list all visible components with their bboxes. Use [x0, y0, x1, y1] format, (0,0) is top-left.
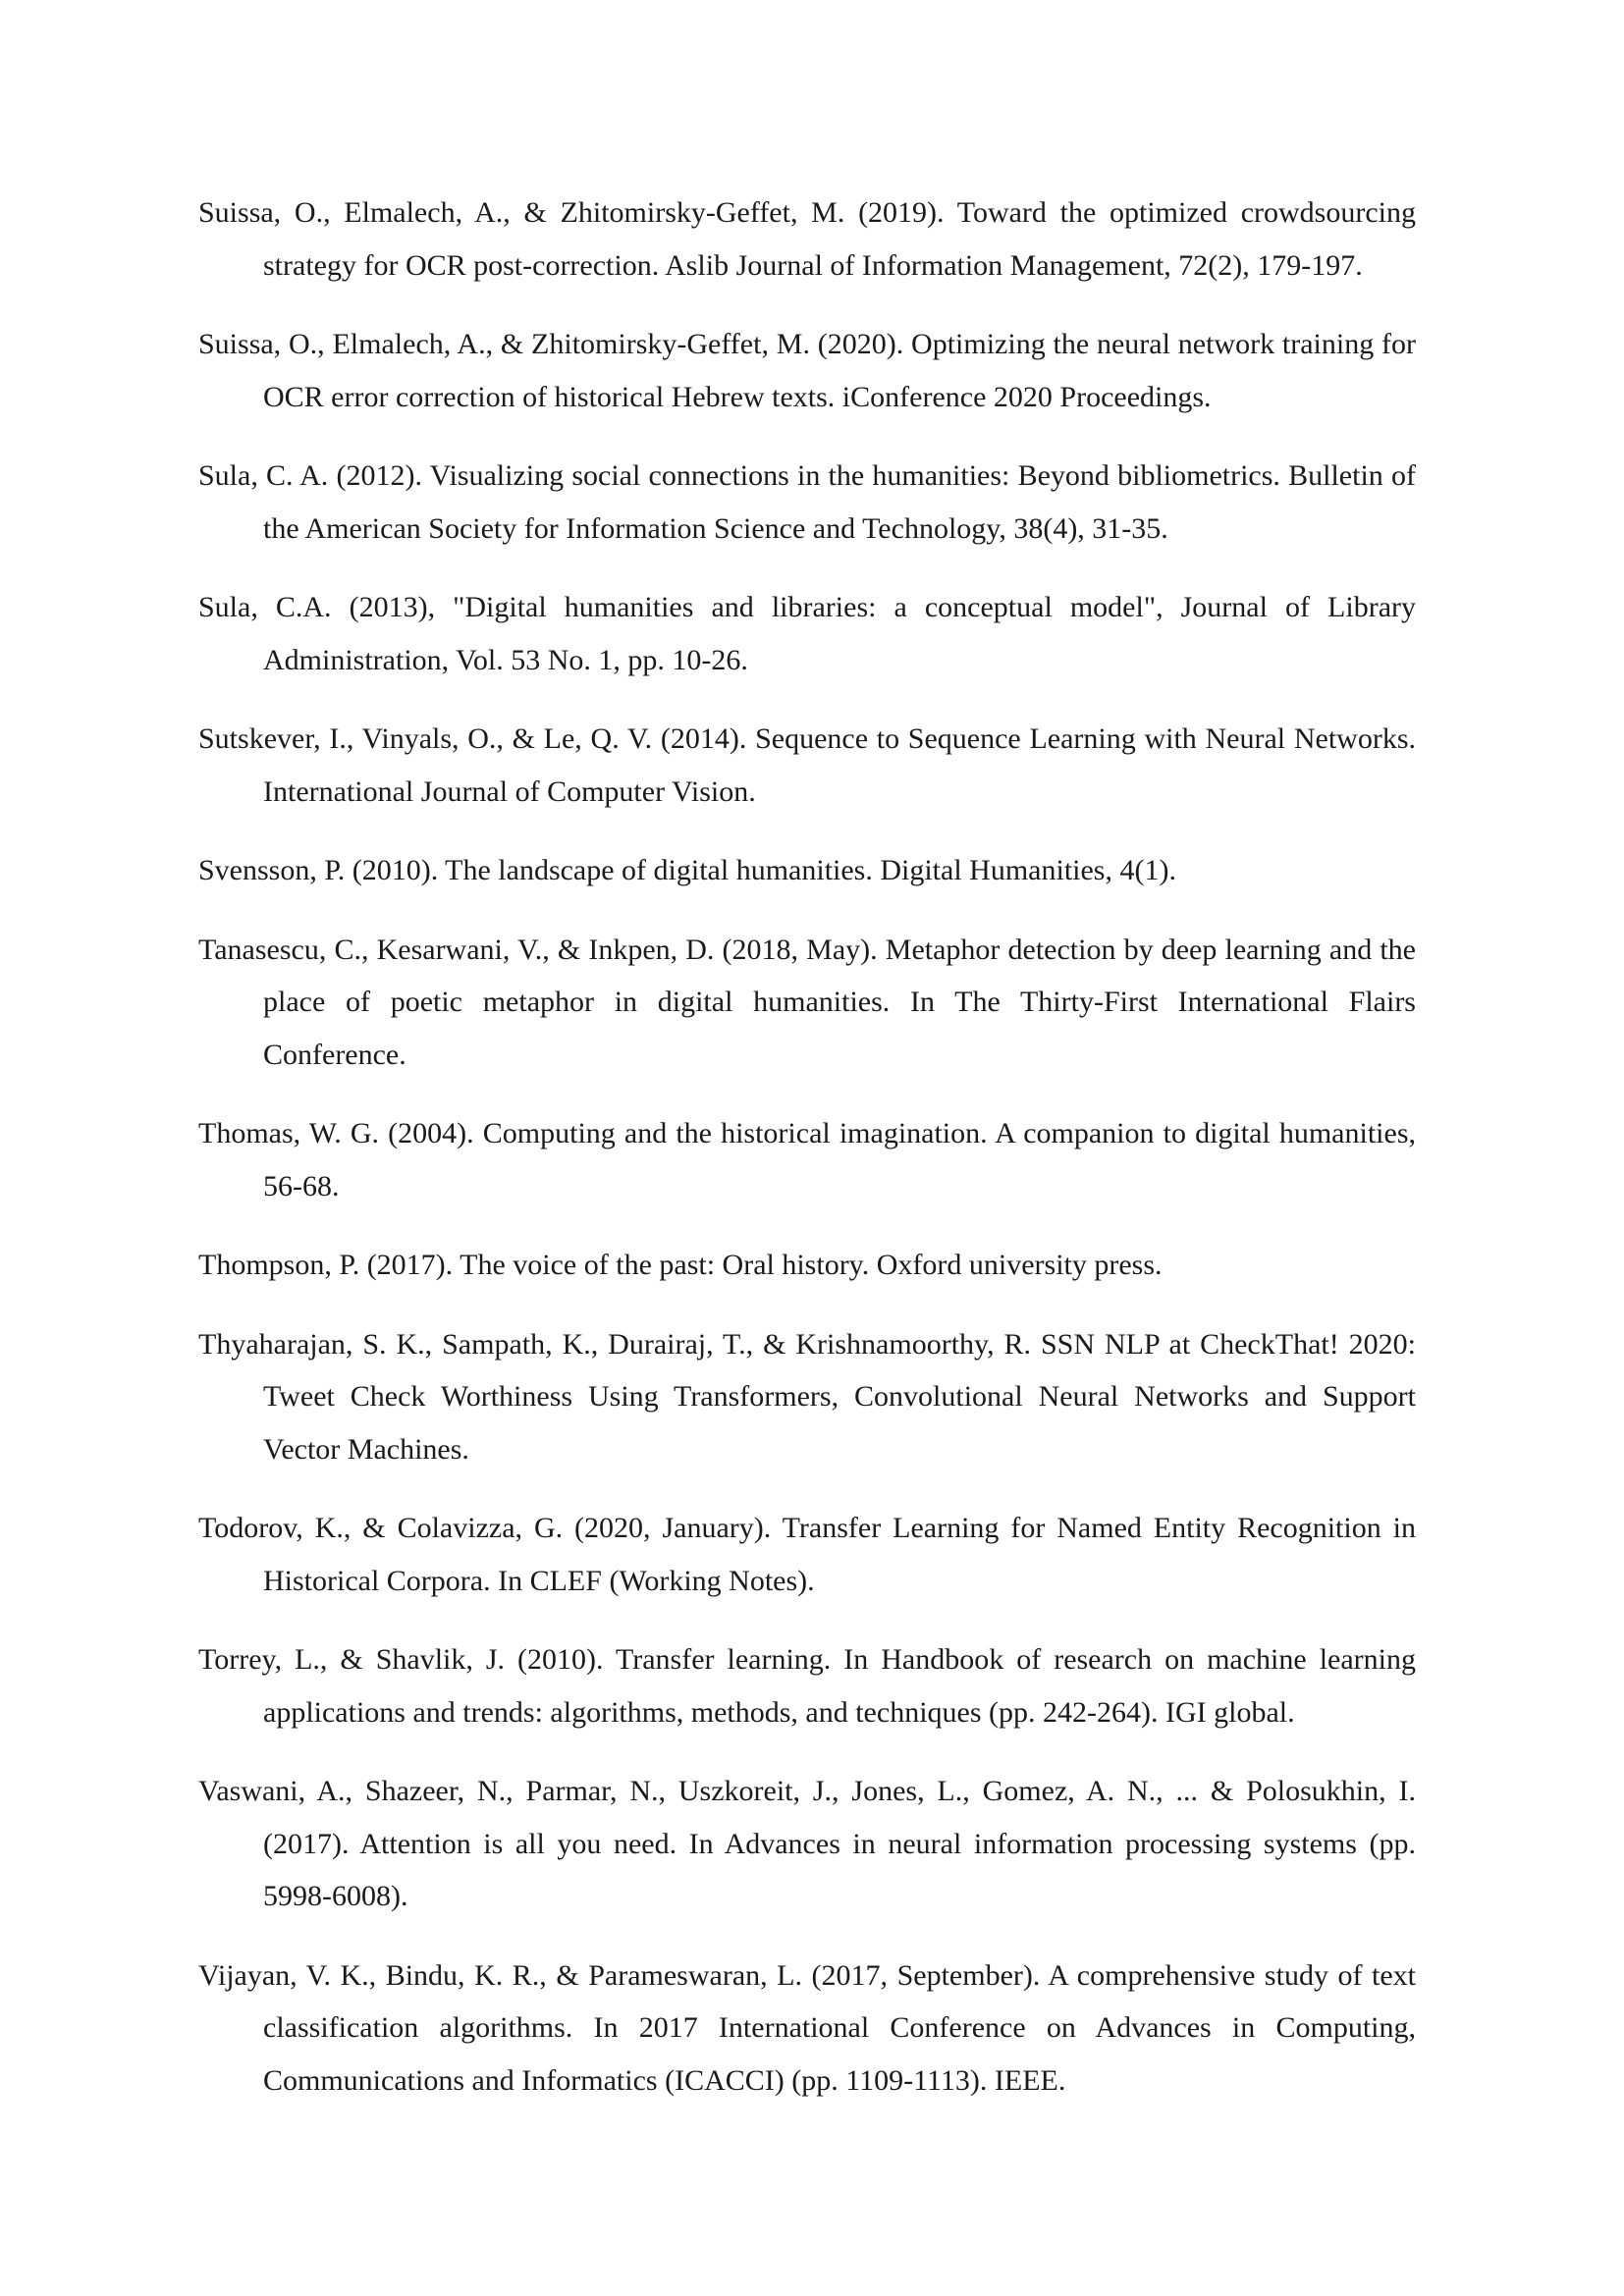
reference-entry: Sutskever, I., Vinyals, O., & Le, Q. V. (2014). Sequence to Sequence Learning with Neural Networks. International Journal of Computer Vision. [198, 722, 1416, 808]
reference-entry: Vijayan, V. K., Bindu, K. R., & Parameswaran, L. (2017, September). A comprehensive study of text classification algorithms. In 2017 International Conference on Advances in Computing, Communications and Informatics (ICACCI) (pp. 1109-1113). IEEE. [198, 1958, 1416, 2097]
reference-entry: Vaswani, A., Shazeer, N., Parmar, N., Uszkoreit, J., Jones, L., Gomez, A. N., ... & Polosukhin, I. (2017). Attention is all you need. In Advances in neural information processing systems (pp. 5998-6008). [198, 1775, 1416, 1912]
reference-entry: Svensson, P. (2010). The landscape of digital humanities. Digital Humanities, 4(1). [198, 854, 1176, 886]
reference-entry: Sula, C.A. (2013), "Digital humanities and libraries: a conceptual model", Journal of Library Administration, Vol. 53 No. 1, pp. 10-26. [198, 591, 1416, 676]
reference-entry: Tanasescu, C., Kesarwani, V., & Inkpen, D. (2018, May). Metaphor detection by deep learning and the place of poetic metaphor in digital humanities. In The Thirty-First International Flairs Conference. [198, 933, 1416, 1071]
reference-entry: Thomas, W. G. (2004). Computing and the historical imagination. A companion to digital humanities, 56-68. [198, 1117, 1416, 1202]
reference-list [198, 187, 1416, 2133]
reference-entry: Todorov, K., & Colavizza, G. (2020, January). Transfer Learning for Named Entity Recognition in Historical Corpora. In CLEF (Working Notes). [198, 1512, 1416, 1597]
reference-entry: Sula, C. A. (2012). Visualizing social connections in the humanities: Beyond bibliometrics. Bulletin of the American Society for Information Science and Technology, 38(4), 31-35. [198, 459, 1416, 545]
reference-entry: Suissa, O., Elmalech, A., & Zhitomirsky-Geffet, M. (2019). Toward the optimized crowdsourcing strategy for OCR post-correction. Aslib Journal of Information Management, 72(2), 179-197. [198, 196, 1416, 282]
reference-entry: Torrey, L., & Shavlik, J. (2010). Transfer learning. In Handbook of research on machine learning applications and trends: algorithms, methods, and techniques (pp. 242-264). IGI global. [198, 1643, 1416, 1729]
reference-entry: Thyaharajan, S. K., Sampath, K., Durairaj, T., & Krishnamoorthy, R. SSN NLP at CheckThat! 2020: Tweet Check Worthiness Using Transformers, Convolutional Neural Networks and Support Vector Machines. [198, 1327, 1416, 1466]
reference-entry: Thompson, P. (2017). The voice of the past: Oral history. Oxford university press. [198, 1249, 1163, 1281]
reference-entry: Suissa, O., Elmalech, A., & Zhitomirsky-Geffet, M. (2020). Optimizing the neural network training for OCR error correction of historical Hebrew texts. iConference 2020 Proceedings. [198, 328, 1416, 413]
